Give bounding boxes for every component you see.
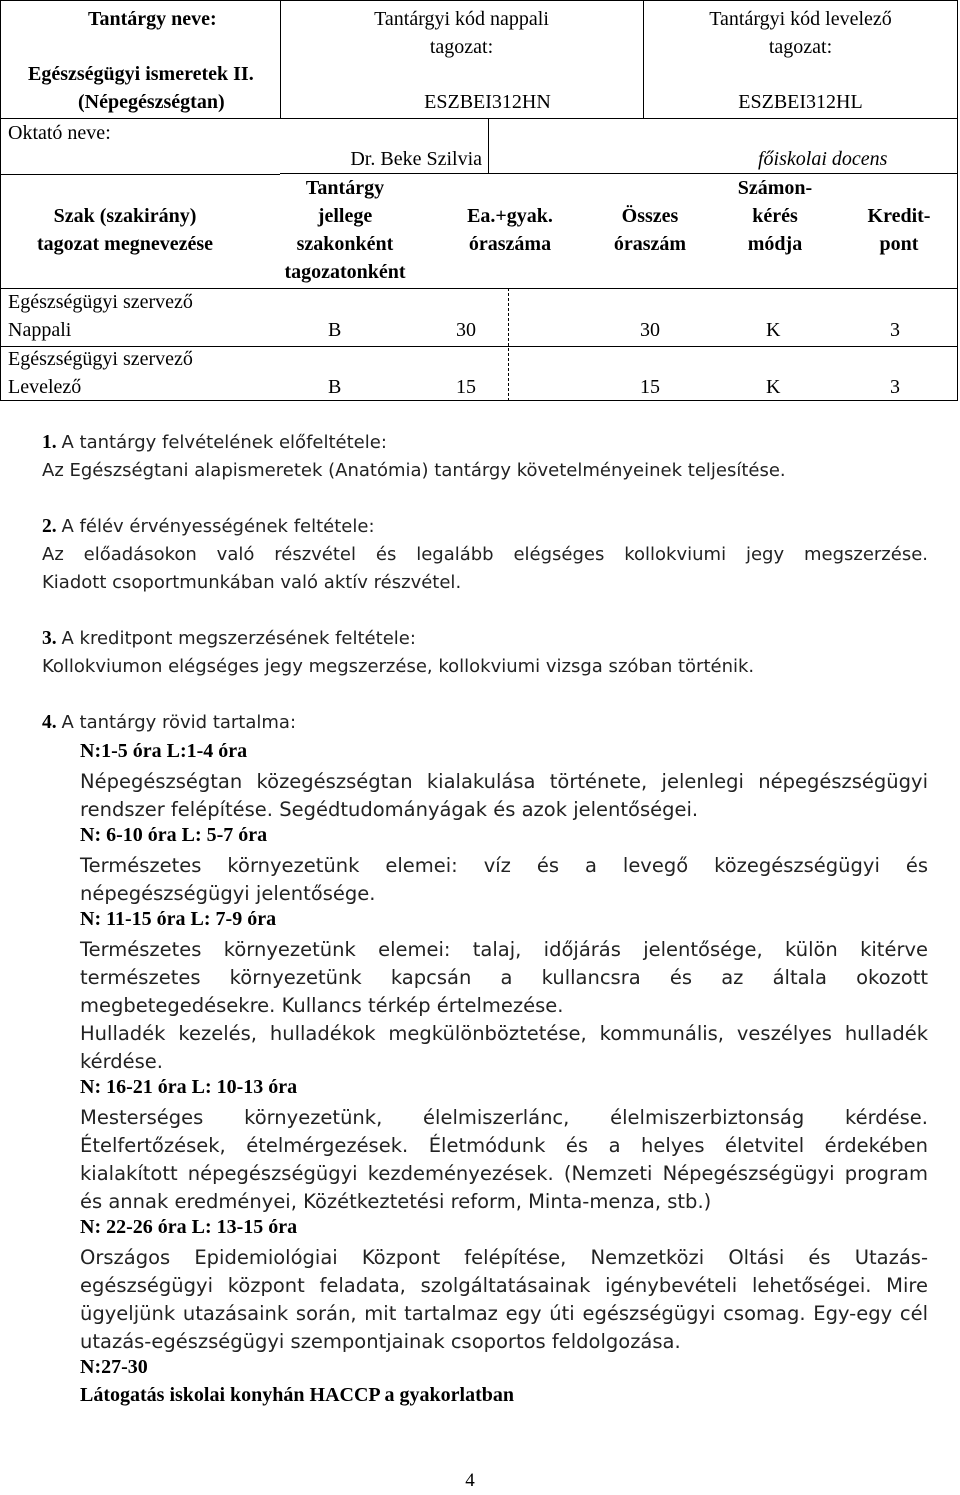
course-info-table [0,0,958,401]
table-dashed-line [508,288,509,401]
subject-name-line2: (Népegészségtan) [78,91,225,113]
table-line [0,288,958,289]
col-header-szak-2: tagozat megnevezése [36,233,214,255]
col-header-szamon: Számon- [737,177,813,199]
col-header-ea-2: óraszáma [468,233,552,255]
col-header-jelleg-3: szakonként [296,233,394,255]
section-3-heading [42,628,416,650]
section-2-heading [42,516,375,538]
table-row-tagozat: Levelező [8,376,82,398]
table-row-tagozat: Nappali [8,319,72,341]
table-row-jelleg: B [328,319,342,341]
col-header-jelleg: Tantárgy [305,177,385,199]
content-block-heading: N: 11-15 óra L: 7-9 óra [80,908,277,930]
section-title: A félév érvényességének feltétele: [61,516,375,537]
section-title: A kreditpont megszerzésének feltétele: [61,628,416,649]
subject-name-label: Tantárgy neve: [88,8,217,30]
section-1-text: Az Egészségtani alapismeretek (Anatómia) tantárgy követelményeinek teljesítése. [42,460,786,481]
col-header-szamon-2: kérés [752,205,798,227]
lecturer-title: főiskolai docens [758,148,888,170]
table-row-osszes: 15 [640,376,660,398]
subject-name-line1: Egészségügyi ismeretek II. [28,63,254,85]
content-block-text [80,936,928,1076]
page-number: 4 [465,1470,475,1491]
section-title: A tantárgy rövid tartalma: [61,712,297,733]
corr-code-value: ESZBEI312HL [738,91,863,113]
day-code-value: ESZBEI312HN [424,91,551,113]
table-row-szamon: K [766,319,781,341]
paragraph: Hulladék kezelés, hulladékok megkülönböztetése, kommunális, veszélyes hulladék kérdése. [80,1022,928,1073]
corr-code-label: Tantárgyi kód levelező [709,8,892,30]
content-block-text [80,1104,928,1216]
corr-code-label-2: tagozat: [768,36,833,58]
content-block-heading: N:27-30 [80,1356,148,1378]
col-header-kredit: Kredit- [867,205,931,227]
paragraph: Természetes környezetünk elemei: víz és a levegő közegészségügyi és népegészségügyi jelentősége. [80,854,928,905]
section-3-text: Kollokviumon elégséges jegy megszerzése, kollokviumi vizsga szóban történik. [42,656,755,677]
table-line [0,346,958,347]
col-header-kredit-2: pont [879,233,919,255]
paragraph: Mesterséges környezetünk, élelmiszerlánc, élelmiszerbiztonság kérdése. Ételfertőzések, ételmérgezések. Életmódunk és a helyes életvitel érdekében kialakított népegészségügyi kezdeményezések. (Nemzeti Népegészségügyi program és annak eredményei, Közétkeztetési reform, Minta-menza, stb.) [80,1106,928,1213]
content-block-bold-text: Látogatás iskolai konyhán HACCP a gyakorlatban [80,1384,514,1406]
col-header-szamon-3: módja [747,233,803,255]
col-header-osszes: Összes [621,205,679,227]
section-number: 1. [42,432,57,453]
table-row-ea: 30 [456,319,476,341]
table-line [0,118,958,119]
paragraph: Népegészségtan közegészségtan kialakulása története, jelenlegi népegészségügyi rendszer felépítése. Segédtudományágak és azok jelentőségei. [80,770,928,821]
col-header-szak: Szak (szakirány) [53,205,197,227]
day-code-label: Tantárgyi kód nappali [374,8,549,30]
col-header-osszes-2: óraszám [613,233,687,255]
section-2-text-line1: Az előadásokon való részvétel és legalább elégséges kollokviumi jegy megszerzése. [42,544,928,565]
table-row-kredit: 3 [890,376,900,398]
table-line [488,118,489,174]
section-number: 3. [42,628,57,649]
section-title: A tantárgy felvételének előfeltétele: [61,432,387,453]
table-row-jelleg: B [328,376,342,398]
section-number: 2. [42,516,57,537]
section-4-heading [42,712,296,734]
table-row-ea: 15 [456,376,476,398]
col-header-jelleg-4: tagozatonként [284,261,406,283]
section-1-heading [42,432,387,454]
content-block-text [80,1244,928,1356]
content-block-text [80,852,928,908]
table-line [280,173,958,174]
lecturer-label: Oktató neve: [8,122,111,144]
table-row-osszes: 30 [640,319,660,341]
section-number: 4. [42,712,57,733]
paragraph: Természetes környezetünk elemei: talaj, időjárás jelentősége, külön kitérve természetes környezetünk kapcsán a kullancsra és az általa okozott megbetegedésekre. Kullancs térkép értelmezése. [80,938,928,1017]
table-line [0,174,280,175]
table-row-szamon: K [766,376,781,398]
content-block-heading: N: 6-10 óra L: 5-7 óra [80,824,268,846]
content-block-heading: N:1-5 óra L:1-4 óra [80,740,248,762]
col-header-jelleg-2: jellege [317,205,373,227]
col-header-ea: Ea.+gyak. [467,205,553,227]
table-row-szak: Egészségügyi szervező [8,291,193,313]
content-block-text [80,768,928,824]
content-block-heading: N: 22-26 óra L: 13-15 óra [80,1216,298,1238]
content-block-heading: N: 16-21 óra L: 10-13 óra [80,1076,298,1098]
day-code-label-2: tagozat: [429,36,494,58]
paragraph: Országos Epidemiológiai Központ felépítése, Nemzetközi Oltási és Utazás-egészségügyi központ feladata, szolgáltatásainak igénybevételi lehetőségei. Mire ügyeljünk utazásaink során, mit tartalmaz egy úti egészségügyi csomag. Egy-egy cél utazás-egészségügyi szempontjainak csoportos feldolgozása. [80,1246,928,1353]
table-row-szak: Egészségügyi szervező [8,348,193,370]
lecturer-name: Dr. Beke Szilvia [350,148,482,170]
table-row-kredit: 3 [890,319,900,341]
section-2-text-line2: Kiadott csoportmunkában való aktív részvétel. [42,572,462,593]
